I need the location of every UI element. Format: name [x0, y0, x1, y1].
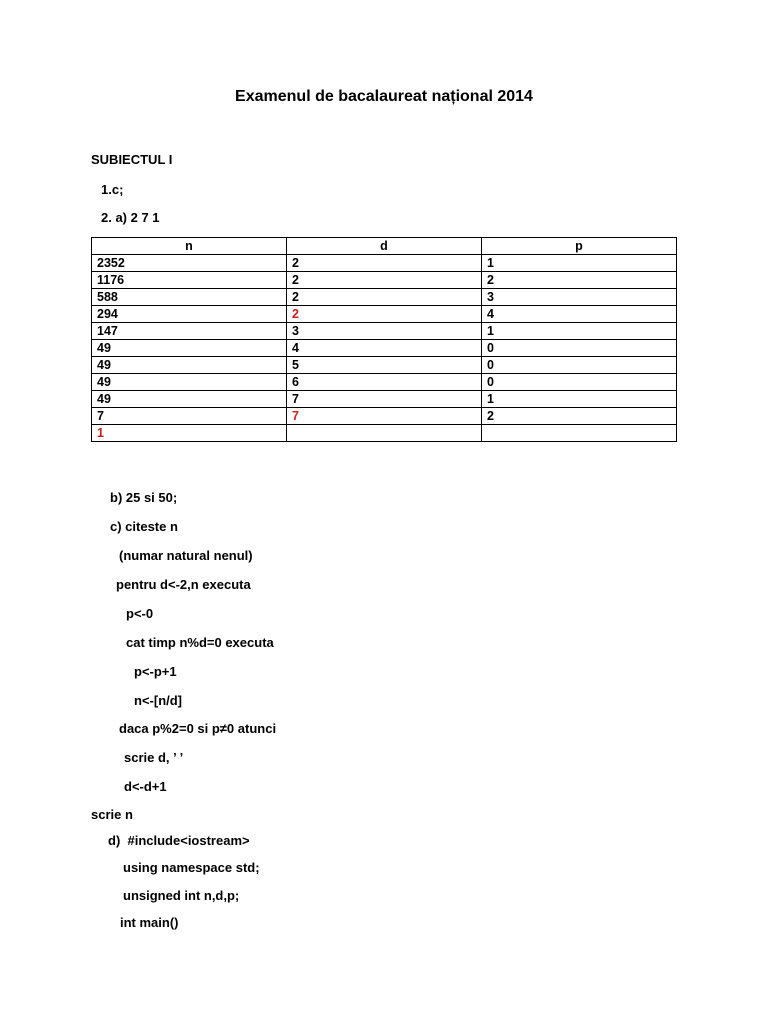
table-row [92, 272, 677, 289]
header-p: p [482, 238, 677, 255]
cell-p: 2 [482, 272, 677, 289]
cell-d: 6 [287, 374, 482, 391]
cell-n: 49 [92, 391, 287, 408]
table-row [92, 289, 677, 306]
cell-d: 2 [287, 255, 482, 272]
cell-d-highlight: 7 [287, 408, 482, 425]
answer-2a: 2. a) 2 7 1 [101, 210, 160, 225]
table-row [92, 391, 677, 408]
table-row [92, 357, 677, 374]
cell-n: 294 [92, 306, 287, 323]
pseudocode-line: pentru d<-2,n executa [116, 577, 251, 592]
table-row [92, 340, 677, 357]
cell-p: 3 [482, 289, 677, 306]
pseudocode-line: daca p%2=0 si p≠0 atunci [119, 721, 277, 736]
pseudocode-line: cat timp n%d=0 executa [126, 635, 274, 650]
cell-n: 49 [92, 357, 287, 374]
cell-d: 3 [287, 323, 482, 340]
cell-p: 0 [482, 340, 677, 357]
cell-n: 49 [92, 340, 287, 357]
code-line: unsigned int n,d,p; [123, 888, 240, 903]
pseudocode-line: d<-d+1 [124, 779, 167, 794]
pseudocode-line: n<-[n/d] [134, 693, 183, 708]
answer-2c: c) citeste n [110, 519, 178, 534]
code-line: using namespace std; [123, 860, 260, 875]
cell-n: 2352 [92, 255, 287, 272]
cell-n: 49 [92, 374, 287, 391]
cell-p: 0 [482, 374, 677, 391]
cell-d: 2 [287, 272, 482, 289]
cell-p: 1 [482, 323, 677, 340]
pseudocode-line: p<-0 [126, 606, 154, 621]
table-row [92, 323, 677, 340]
pseudocode-line: scrie n [91, 807, 133, 822]
pseudocode-line: p<-p+1 [134, 664, 177, 679]
cell-n: 7 [92, 408, 287, 425]
trace-table [91, 237, 677, 442]
cell-d: 7 [287, 391, 482, 408]
table-header-row [92, 238, 677, 255]
table-row [92, 425, 677, 442]
cell-p: 0 [482, 357, 677, 374]
table-row [92, 255, 677, 272]
table-row [92, 374, 677, 391]
cell-p: 1 [482, 255, 677, 272]
pseudocode-line: scrie d, ’ ’ [124, 750, 184, 765]
table-row [92, 306, 677, 323]
answer-2d: d) #include<iostream> [108, 833, 250, 848]
cell-n-highlight: 1 [92, 425, 287, 442]
cell-d: 4 [287, 340, 482, 357]
cell-n: 1176 [92, 272, 287, 289]
code-line: int main() [120, 915, 179, 930]
header-n: n [92, 238, 287, 255]
pseudocode-line: (numar natural nenul) [119, 548, 253, 563]
table-row [92, 408, 677, 425]
header-d: d [287, 238, 482, 255]
cell-d: 2 [287, 289, 482, 306]
cell-d: 5 [287, 357, 482, 374]
page-title: Examenul de bacalaureat național 2014 [235, 88, 533, 105]
answer-2b: b) 25 si 50; [110, 490, 178, 505]
cell-p: 2 [482, 408, 677, 425]
cell-n: 147 [92, 323, 287, 340]
cell-p: 1 [482, 391, 677, 408]
cell-p: 4 [482, 306, 677, 323]
cell-d-highlight: 2 [287, 306, 482, 323]
cell-d [287, 425, 482, 442]
answer-1: 1.c; [101, 182, 124, 197]
cell-n: 588 [92, 289, 287, 306]
cell-p [482, 425, 677, 442]
subject-heading: SUBIECTUL I [91, 152, 173, 167]
